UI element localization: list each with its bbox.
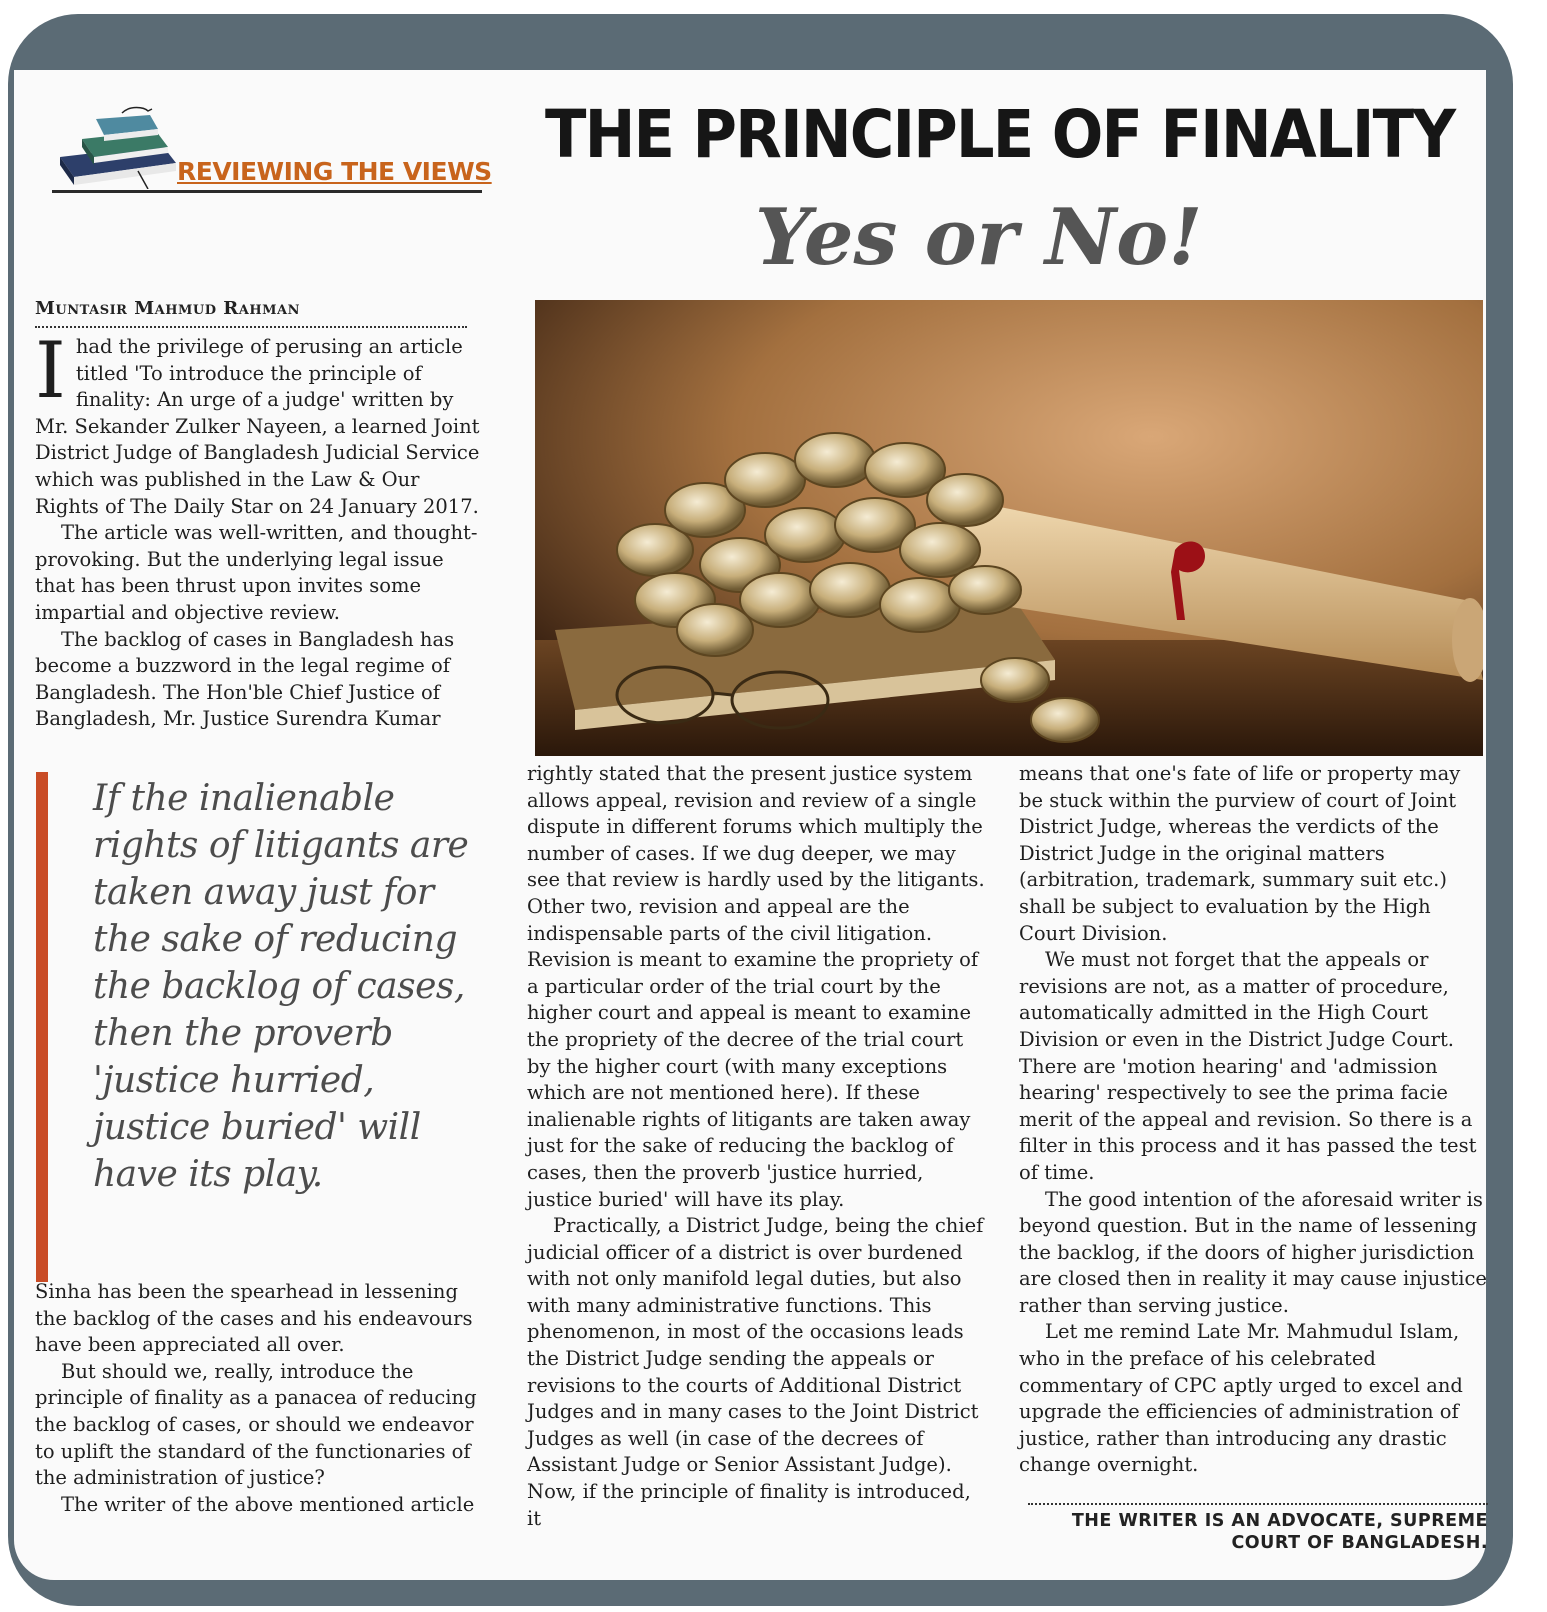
pullquote-accent-bar	[36, 772, 48, 1282]
paragraph: The article was well-written, and thought-provoking. But the underlying legal issue that has been thrust upon invites some impartial and objective review.	[35, 521, 478, 624]
byline: Muntasir Mahmud Rahman	[35, 298, 300, 319]
article-column-1-top	[35, 326, 487, 733]
paragraph: But should we, really, introduce the principle of finality as a panacea of reducing the backlog of cases, or should we endeavor to uplift the standard of the functionaries of the administration of justice?	[35, 1359, 477, 1490]
paragraph: We must not forget that the appeals or revisions are not, as a matter of procedure, automatically admitted in the High Court Division or even in the District Judge Court. There are 'motion hearing' and 'admission hearing' respectively to see the prima facie merit of the appeal and revision. So there is a filter in this process and it has passed the test of time.	[1019, 948, 1477, 1184]
paragraph: Sinha has been the spearhead in lessening the backlog of the cases and his endeavours have been appreciated all over.	[35, 1280, 473, 1357]
paragraph: The writer of the above mentioned article	[61, 1492, 475, 1516]
article-column-1-bottom	[35, 1279, 487, 1518]
paragraph: The good intention of the aforesaid writer is beyond question. But in the name of lessening the backlog, if the doors of higher jurisdiction are closed then in reality it may cause injustice rather than serving justice.	[1019, 1187, 1487, 1317]
paragraph: The backlog of cases in Bangladesh has become a buzzword in the legal regime of Bangladesh. The Hon'ble Chief Justice of Bangladesh, Mr. Justice Surendra Kumar	[35, 627, 455, 731]
author-credit: THE WRITER IS AN ADVOCATE, SUPREME COURT OF BANGLADESH.	[1071, 1511, 1488, 1553]
section-header	[52, 105, 492, 195]
article-column-2	[527, 761, 987, 1532]
headline: THE PRINCIPLE OF FINALITY	[545, 96, 1455, 173]
dropcap: I	[35, 326, 66, 416]
pullquote: If the inalienable rights of litigants are taken away just for the sake of reducing the backlog of cases, then the proverb 'justice hurried, justice buried' will have its play.	[93, 778, 469, 1195]
paragraph: means that one's fate of life or property may be stuck within the purview of court of Joint District Judge, whereas the verdicts of the District Judge in the original matters (arbitration, trademark, summary suit etc.) shall be subject to evaluation by the High Court Division.	[1019, 762, 1461, 945]
byline-rule	[35, 326, 467, 328]
section-label: REVIEWING THE VIEWS	[177, 157, 492, 186]
paragraph: rightly stated that the present justice system allows appeal, revision and review of a single dispute in different forums which multiply the number of cases. If we dug deeper, we may see that review is hardly used by the litigants. Other two, revision and appeal are the indispensable parts of the civil litigation. Revision is meant to examine the propriety of a particular order of the trial court by the higher court and appeal is meant to examine the propriety of the decree of the trial court by the higher court (with many exceptions which are not mentioned here). If these inalienable rights of litigants are taken away just for the sake of reducing the backlog of cases, then the proverb 'justice hurried, justice buried' will have its play.	[527, 762, 985, 1211]
section-rule	[52, 190, 482, 193]
paragraph: Let me remind Late Mr. Mahmudul Islam, who in the preface of his celebrated commentary of CPC aptly urged to excel and upgrade the efficiencies of administration of justice, rather than introducing any drastic change overnight.	[1019, 1320, 1463, 1477]
subheadline: Yes or No!	[755, 192, 1203, 283]
article-column-3	[1019, 761, 1489, 1479]
credit-rule	[1028, 1503, 1488, 1505]
books-icon	[52, 105, 182, 189]
paragraph: had the privilege of perusing an article titled 'To introduce the principle of finality: An urge of a judge' written by Mr. Sekander Zulker Nayeen, a learned Joint District Judge of Bangladesh Judicial Service which was published in the Law & Our Rights of The Daily Star on 24 January 2017.	[35, 335, 480, 518]
wig-and-scroll-photo	[535, 300, 1483, 756]
paragraph: Practically, a District Judge, being the chief judicial officer of a district is over burdened with not only manifold legal duties, but also with many administrative functions. This phenomenon, in most of the occasions leads the District Judge sending the appeals or revisions to the courts of Additional District Judges and in many cases to the Joint District Judges as well (in case of the decrees of Assistant Judge or Senior Assistant Judge). Now, if the principle of finality is introduced, it	[527, 1214, 984, 1530]
